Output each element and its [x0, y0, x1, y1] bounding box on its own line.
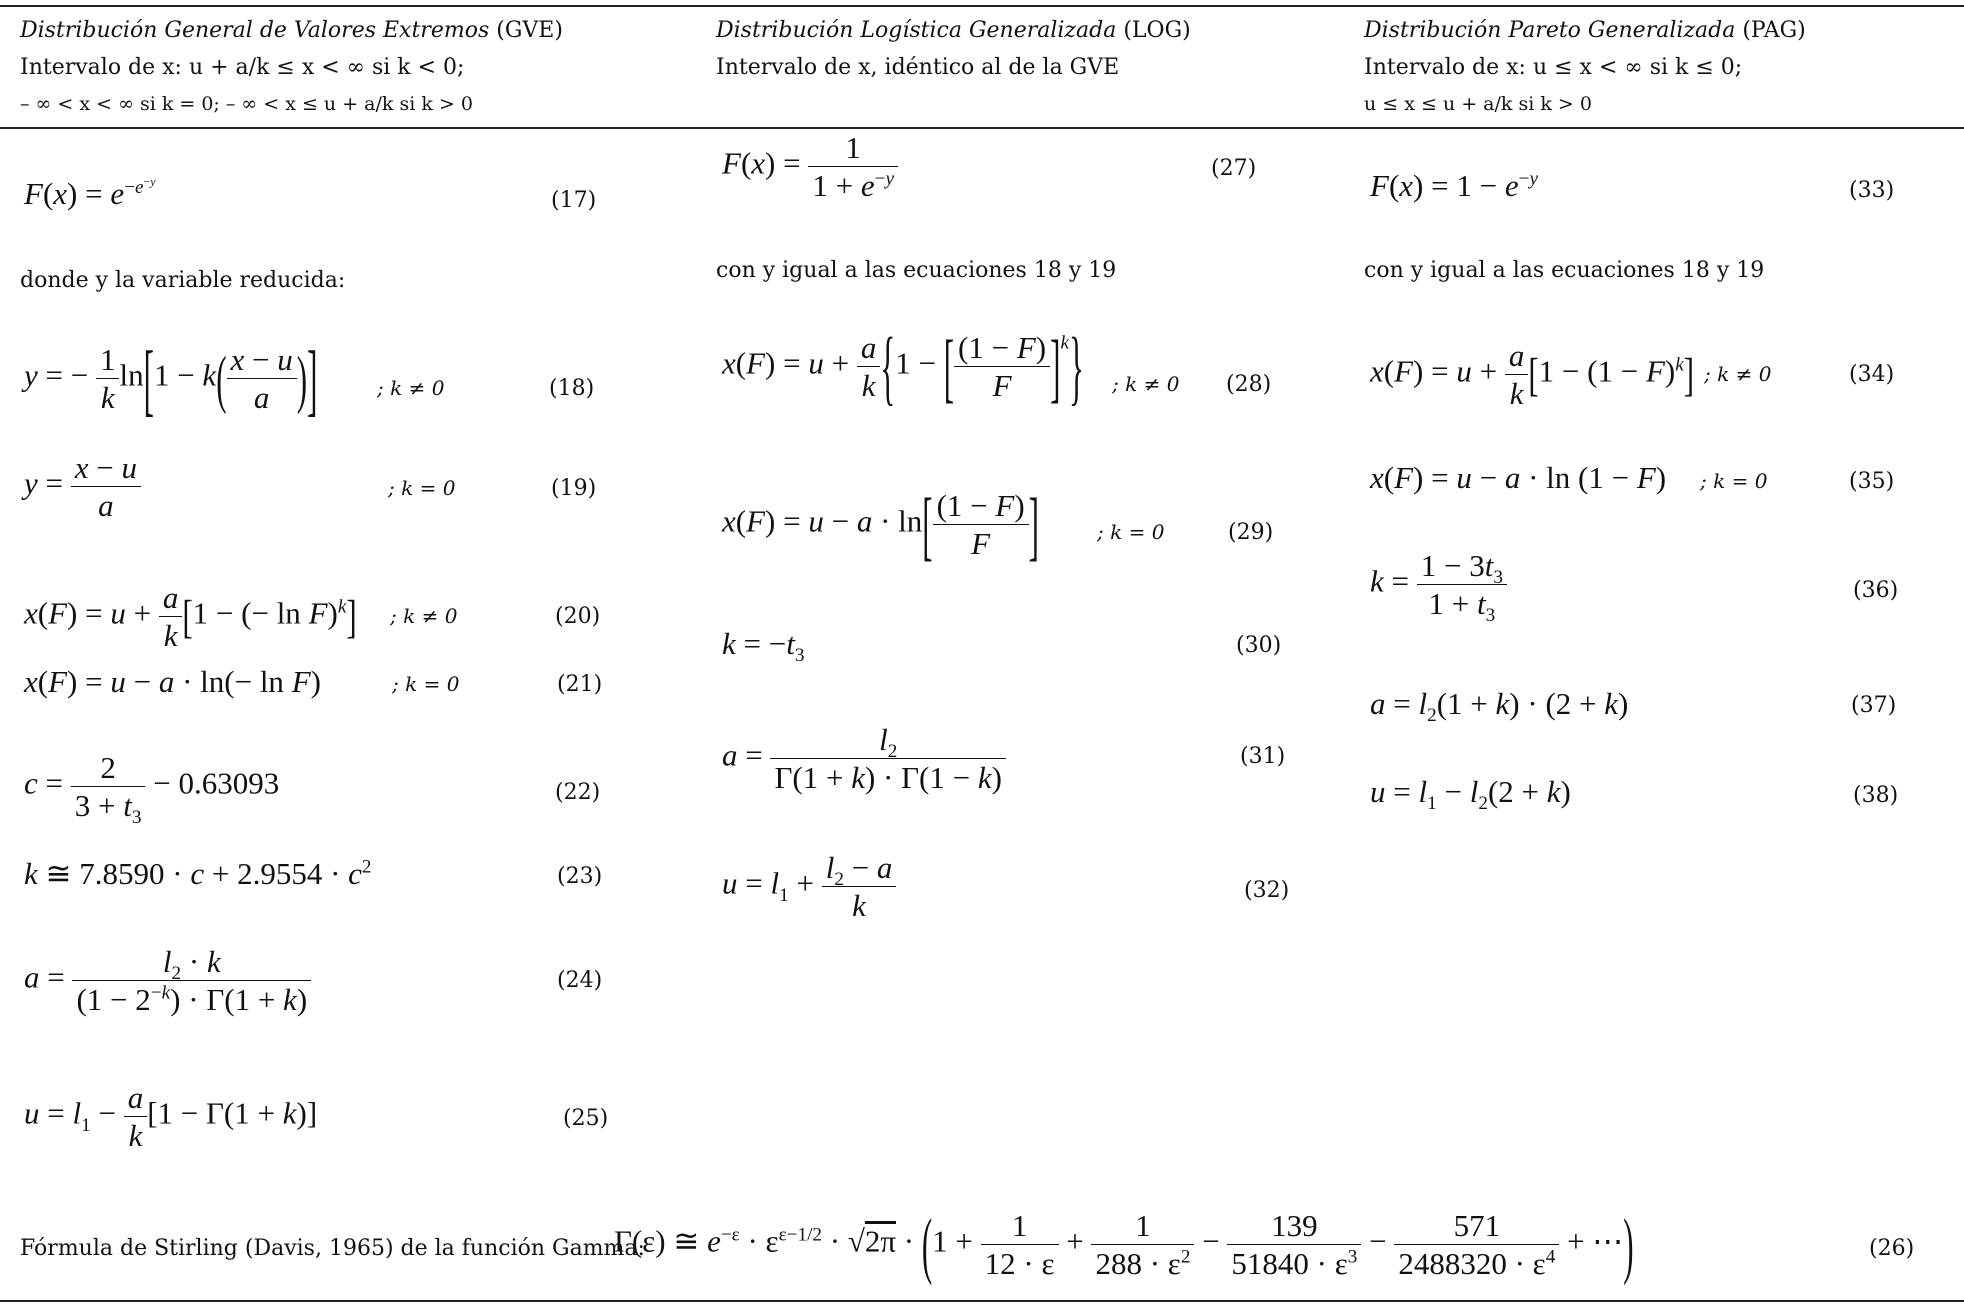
pag-interval-2: u ≤ x ≤ u + a/k si k > 0: [1364, 93, 1592, 115]
equation-17: $F(x) = e^{-e^{-y}}$: [24, 174, 156, 211]
condition-29: ; k = 0: [1097, 520, 1165, 544]
gve-interval: Intervalo de x: u + a/k ≤ x < ∞ si k < 0;: [20, 55, 465, 80]
gve-name: Distribución General de Valores Extremos: [20, 18, 490, 43]
condition-34: ; k ≠ 0: [1704, 362, 1772, 386]
eq-number-28: (28): [1226, 372, 1272, 397]
top-rule: [0, 5, 1964, 7]
equation-26: Γ(ε) ≅ $e^{-\varepsilon} \cdot \varepsilon^{\varepsilon-1/2} \cdot √2\pi \cdot (1$ + $\frac{1}{12 \cdot \varepsilon}$ + $\frac{1}{288 \cdot \varepsilon^2}$ − $\frac{139}{51840 \cdot \varepsilon^3}$ − $\frac{571}{2488320 \cdot \varepsilon^4}$ + ⋯): [614, 1202, 1634, 1287]
equation-27: F(x) = $\frac{1}{1 + e^{-y}}$: [722, 132, 898, 201]
eq-number-25: (25): [563, 1106, 609, 1131]
eq-number-26: (26): [1869, 1236, 1915, 1261]
equation-33: $F(x) = 1 - e^{-y}$: [1370, 168, 1538, 203]
text-donde: donde y la variable reducida:: [20, 268, 346, 293]
condition-18: ; k ≠ 0: [377, 376, 445, 400]
eq-number-21: (21): [557, 672, 603, 697]
eq-number-23: (23): [557, 864, 603, 889]
bottom-rule: [0, 1300, 1964, 1302]
header-rule: [0, 127, 1964, 129]
pag-abbr: (PAG): [1742, 18, 1806, 43]
equation-22: c = $\frac{2}{3 + t_3}$ − 0.63093: [24, 750, 280, 829]
eq-number-31: (31): [1240, 744, 1286, 769]
eq-number-33: (33): [1849, 178, 1895, 203]
equation-31: a = $\frac{l_2}{\Gamma(1 + k) \cdot \Gamma(1 - k)}$: [722, 724, 1006, 793]
equation-23: k ≅ $7.8590 \cdot c + 2.9554 \cdot c^2$: [24, 856, 372, 891]
header-gve: [20, 12, 700, 123]
equation-37: $a = l_2(1 + k) \cdot (2 + k)$: [1370, 686, 1629, 727]
equation-36: k = $\frac{1 - 3t_3}{1 + t_3}$: [1370, 550, 1507, 619]
condition-35: ; k = 0: [1700, 469, 1768, 493]
eq-number-32: (32): [1244, 878, 1290, 903]
eq-number-19: (19): [551, 476, 597, 501]
gve-abbr: (GVE): [496, 18, 563, 43]
equation-32: $u = l_1$ + $\frac{l_2 - a}{k}$: [722, 852, 896, 921]
pag-name: Distribución Pareto Generalizada: [1364, 18, 1736, 43]
text-con-pag: con y igual a las ecuaciones 18 y 19: [1364, 258, 1765, 283]
equation-28: x(F) = u + $\frac{a}{k}$ {1 − [ $\frac{(1 - F)}{F}$ ]$^k$}: [722, 319, 1084, 414]
eq-number-29: (29): [1228, 520, 1274, 545]
eq-number-37: (37): [1851, 693, 1897, 718]
equation-34: x(F) = u + $\frac{a}{k}$ $[1 - (1 - F)^k]$: [1370, 338, 1695, 411]
log-interval: Intervalo de x, idéntico al de la GVE: [716, 55, 1120, 80]
condition-20: ; k ≠ 0: [390, 604, 458, 628]
equation-24: a = $\frac{l_2 \cdot k}{(1 - 2^{-k}) \cdot \Gamma(1 + k)}$: [24, 946, 311, 1015]
equation-21: x(F) = u − a · ln(− ln F): [24, 664, 321, 699]
log-abbr: (LOG): [1123, 18, 1191, 43]
equation-25: $u = l_1$ − $\frac{a}{k}$ [1 − Γ(1 + k)]: [24, 1080, 318, 1153]
eq-number-34: (34): [1849, 362, 1895, 387]
text-con-log: con y igual a las ecuaciones 18 y 19: [716, 258, 1117, 283]
header-log: [716, 12, 1316, 86]
eq-number-18: (18): [549, 376, 595, 401]
condition-28: ; k ≠ 0: [1112, 372, 1180, 396]
equation-38: $u = l_1 - l_2(2 + k)$: [1370, 774, 1571, 815]
header-pag: [1364, 12, 1954, 123]
eq-number-38: (38): [1853, 783, 1899, 808]
eq-number-24: (24): [557, 968, 603, 993]
equation-19: y = $\frac{x - u}{a}$: [24, 452, 141, 521]
equation-30: $k = -t_3$: [722, 626, 805, 667]
gve-interval-2: – ∞ < x < ∞ si k = 0; – ∞ < x ≤ u + a/k si k > 0: [20, 93, 473, 115]
equation-35: x(F) = u − a · ln (1 − F): [1370, 460, 1667, 495]
text-stirling: Fórmula de Stirling (Davis, 1965) de la función Gamma:: [20, 1236, 645, 1261]
eq-number-36: (36): [1853, 578, 1899, 603]
equation-29: x(F) = u − a · ln[ $\frac{(1 - F)}{F}$ ]: [722, 480, 1039, 569]
pag-interval: Intervalo de x: u ≤ x < ∞ si k ≤ 0;: [1364, 55, 1743, 80]
condition-19: ; k = 0: [388, 476, 456, 500]
equation-20: x(F) = u + $\frac{a}{k}$ [1 − (− ln F)$^k$]: [24, 580, 357, 653]
eq-number-35: (35): [1849, 469, 1895, 494]
condition-21: ; k = 0: [392, 672, 460, 696]
eq-number-27: (27): [1211, 156, 1257, 181]
eq-number-17: (17): [551, 188, 597, 213]
log-name: Distribución Logística Generalizada: [716, 18, 1117, 43]
eq-number-22: (22): [555, 780, 601, 805]
eq-number-30: (30): [1236, 633, 1282, 658]
eq-number-20: (20): [555, 604, 601, 629]
equation-18: y = − $\frac{1}{k}$ ln[1 − k( $\frac{x - u}{a}$ )]: [24, 333, 318, 424]
